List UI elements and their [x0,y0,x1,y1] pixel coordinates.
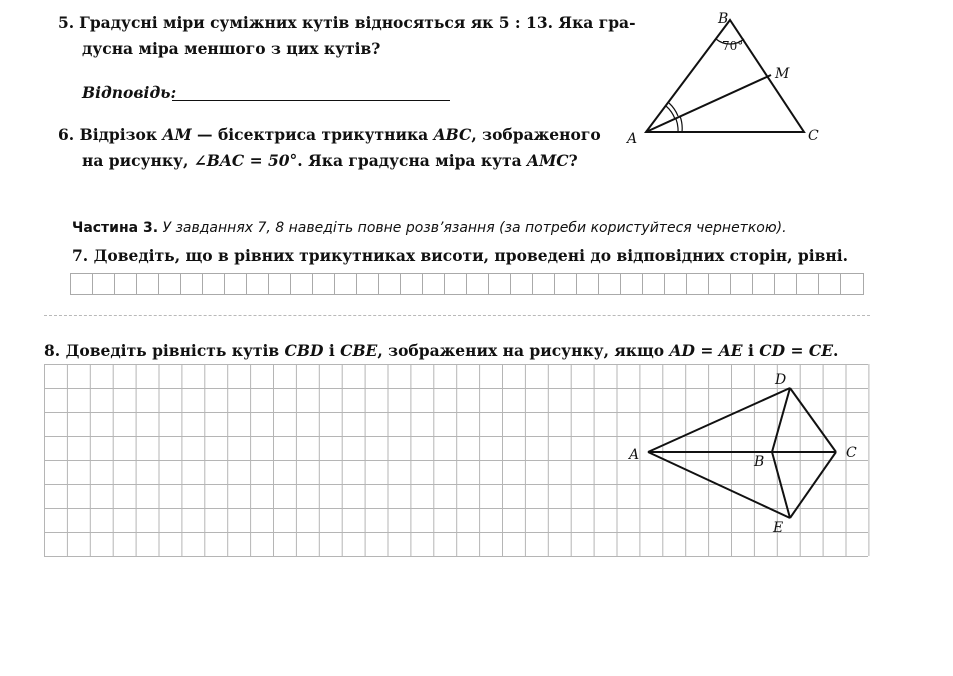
task5-answer-field[interactable] [172,100,450,101]
answer-cell[interactable] [511,274,533,294]
task8-ad-ae: AD = AE [669,341,743,360]
label-d: D [775,372,787,388]
answer-cell[interactable] [137,274,159,294]
task5-answer-label: Відповідь: [82,83,177,102]
answer-cell[interactable] [555,274,577,294]
task8-text: Доведіть рівність кутів [65,341,285,360]
answer-cell[interactable] [313,274,335,294]
kite-figure [627,372,857,536]
task7-answer-cells[interactable] [70,273,864,295]
task5-line1 [58,12,636,34]
task6-am: AM [162,125,192,144]
task8-text: і [742,341,760,360]
segment-ad [648,388,790,452]
task5-text-line2: дусна міра меншого з цих кутів? [82,39,381,58]
label-b: B [754,454,765,470]
task7-text: Доведіть, що в рівних трикутниках висоти, проведені до відповідних сторін, рівні. [93,246,848,265]
answer-cell[interactable] [71,274,93,294]
task8-cbe: CBE [340,341,378,360]
answer-cell[interactable] [467,274,489,294]
label-a: A [627,131,638,147]
part3-instruction: У завданнях 7, 8 наведіть повне розв’язання (за потреби користуйтеся чернеткою). [162,220,787,236]
answer-cell[interactable] [225,274,247,294]
answer-cell[interactable] [247,274,269,294]
section-divider [44,315,870,316]
angle-b-label: 70° [722,39,744,53]
task5-text-line1: Градусні міри суміжних кутів відносяться як 5 : 13. Яка гра- [79,13,636,32]
answer-cell[interactable] [401,274,423,294]
task8-cd-ce: CD = CE [759,341,834,360]
task6-text: ? [568,151,578,170]
answer-cell[interactable] [775,274,797,294]
angle-a-arc-4 [680,116,682,132]
answer-cell[interactable] [269,274,291,294]
task5-number: 5. [58,13,75,32]
answer-cell[interactable] [357,274,379,294]
segment-bd [772,388,790,452]
answer-cell[interactable] [115,274,137,294]
answer-cell[interactable] [819,274,841,294]
task8-answer-grid[interactable] [44,364,870,558]
task8-line [44,340,838,362]
task6-text: . Яка градусна міра кута [297,151,528,170]
task7-line [72,245,848,267]
task8-number: 8. [44,341,61,360]
task7-number: 7. [72,246,89,265]
task6-text: , зображеного [471,125,601,144]
answer-cell[interactable] [621,274,643,294]
angle-a-arc-3 [676,119,678,132]
answer-cell[interactable] [445,274,467,294]
task6-angle: ∠BAC = 50° [193,151,298,170]
task8-text: і [323,341,341,360]
task6-line1 [58,124,601,146]
answer-cell[interactable] [379,274,401,294]
answer-cell[interactable] [93,274,115,294]
part3-title: Частина 3. [72,220,159,236]
task8-cbd: CBD [284,341,324,360]
answer-cell[interactable] [599,274,621,294]
answer-cell[interactable] [489,274,511,294]
angle-a-arc-2 [669,103,678,116]
answer-cell[interactable] [291,274,313,294]
task6-number: 6. [58,125,75,144]
answer-cell[interactable] [159,274,181,294]
label-b: B [718,11,729,27]
answer-cell[interactable] [577,274,599,294]
label-m: M [775,66,790,82]
answer-cell[interactable] [643,274,665,294]
answer-cell[interactable] [181,274,203,294]
answer-cell[interactable] [797,274,819,294]
task6-text: на рисунку, [82,151,194,170]
answer-cell[interactable] [731,274,753,294]
answer-cell[interactable] [665,274,687,294]
grid-lines [44,364,869,557]
answer-cell[interactable] [687,274,709,294]
task6-line2 [82,150,578,172]
task8-text: . [833,341,839,360]
bisector-am [646,75,771,132]
task6-text: — бісектриса трикутника [191,125,434,144]
answer-cell[interactable] [709,274,731,294]
answer-cell[interactable] [335,274,357,294]
label-c: C [808,128,819,144]
task6-text: Відрізок [79,125,163,144]
triangle-abc-figure [620,6,830,156]
answer-cell[interactable] [533,274,555,294]
task6-amc: AMC [527,151,569,170]
part3-header [72,220,787,236]
label-a: A [629,447,640,463]
segment-dc [790,388,836,452]
answer-cell[interactable] [753,274,775,294]
task6-abc: ABC [433,125,472,144]
label-c: C [846,445,857,461]
answer-cell[interactable] [841,274,863,294]
label-e: E [773,520,784,536]
answer-cell[interactable] [203,274,225,294]
answer-cell[interactable] [423,274,445,294]
task8-text: , зображених на рисунку, якщо [377,341,670,360]
